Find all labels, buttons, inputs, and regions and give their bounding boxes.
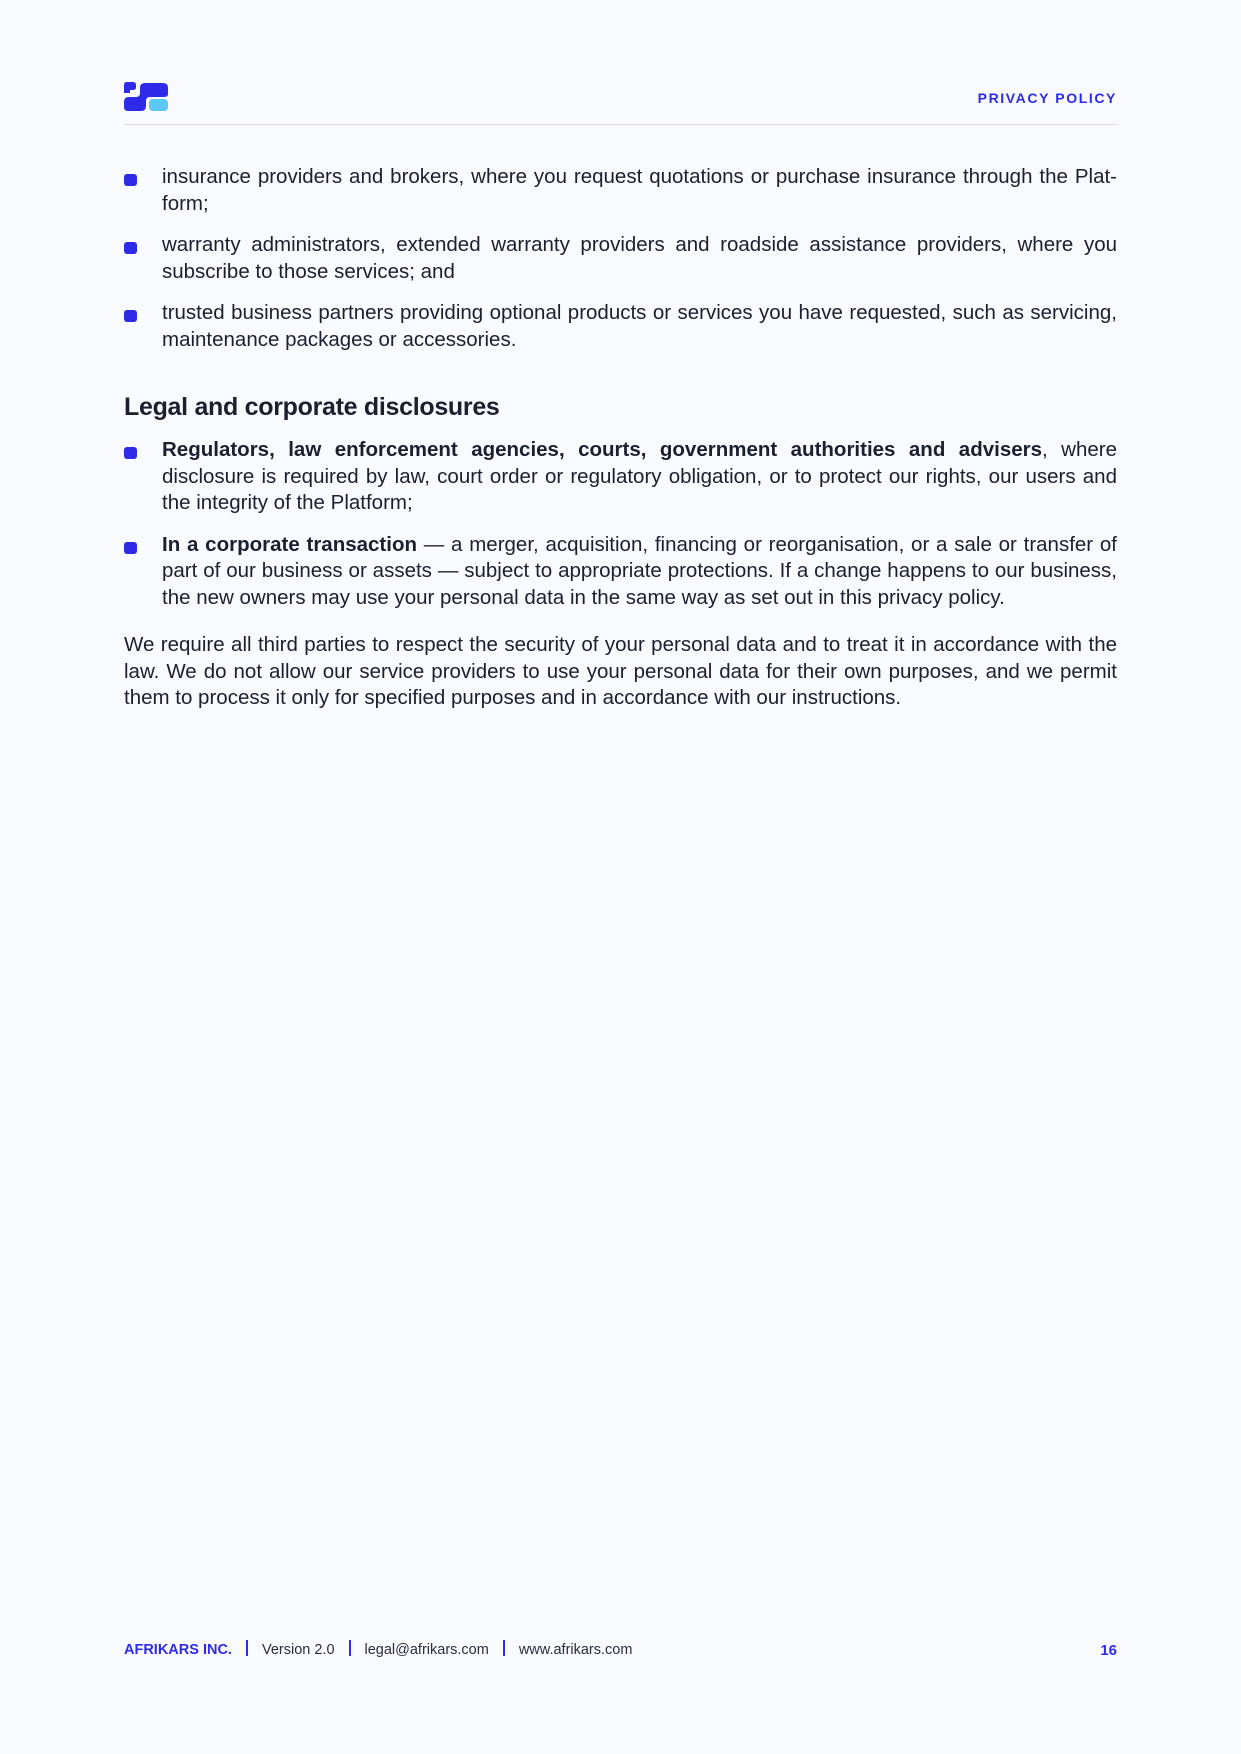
- list-item-bold-lead: Regulators, law enforcement agencies, courts, government authorities and advisers: [162, 438, 1042, 461]
- list-item-text: trusted business partners providing optional products or services you have requested, such as servicing, maintenance packages or accessories.: [162, 301, 1117, 351]
- footer-divider: [246, 1640, 248, 1656]
- page-header: [124, 80, 1117, 125]
- footer-version: Version 2.0: [261, 1642, 335, 1658]
- bullet-icon: [124, 242, 137, 254]
- document-title-label: PRIVACY POLICY: [977, 90, 1117, 106]
- list-item-text: insurance providers and brokers, where you request quotations or purchase insurance through the Plat-form;: [162, 165, 1117, 215]
- list-item-text: , where disclosure is required by law, court order or regulatory obligation, or to protect our rights, our users and the integrity of the Platform;: [162, 438, 1117, 514]
- bullet-icon: [124, 310, 137, 322]
- intro-bullet-list: [124, 164, 1117, 353]
- footer-company: AFRIKARS INC.: [124, 1642, 232, 1658]
- section-heading: Legal and corporate disclosures: [124, 393, 500, 421]
- bullet-icon: [124, 174, 137, 186]
- list-item: [124, 300, 1117, 353]
- list-item-bold-lead: In a corporate transaction: [162, 532, 417, 556]
- footer-divider: [349, 1640, 351, 1656]
- list-item: [124, 437, 1117, 517]
- page-content: [124, 164, 1117, 712]
- page-number: 16: [1100, 1642, 1117, 1659]
- list-item: [124, 532, 1117, 612]
- list-item: [124, 232, 1117, 285]
- legal-bullet-list: [124, 437, 1117, 611]
- list-item-text: — a merger, acquisition, financing or reorganisation, or a sale or transfer of part of our business or assets — subject to appropriate protections. If a change happens to our business, the new owners may use your personal data in the same way as set out in this privacy policy.: [162, 532, 1117, 609]
- list-item-text: warranty administrators, extended warranty providers and roadside assistance providers, where you subscribe to those services; and: [162, 233, 1117, 283]
- closing-paragraph: We require all third parties to respect the security of your personal data and to treat it in accordance with the law. We do not allow our service providers to use your personal data for their own purposes, and we permit them to process it only for specified purposes and in accordance with our instructions.: [124, 633, 1117, 709]
- afrikars-logo-icon: [124, 82, 168, 112]
- footer-email-link[interactable]: legal@afrikars.com: [364, 1642, 489, 1658]
- bullet-icon: [124, 447, 137, 459]
- footer-website-link[interactable]: www.afrikars.com: [518, 1642, 633, 1658]
- bullet-icon: [124, 542, 137, 554]
- list-item: [124, 164, 1117, 217]
- page-footer: [124, 1642, 1117, 1664]
- footer-divider: [503, 1640, 505, 1656]
